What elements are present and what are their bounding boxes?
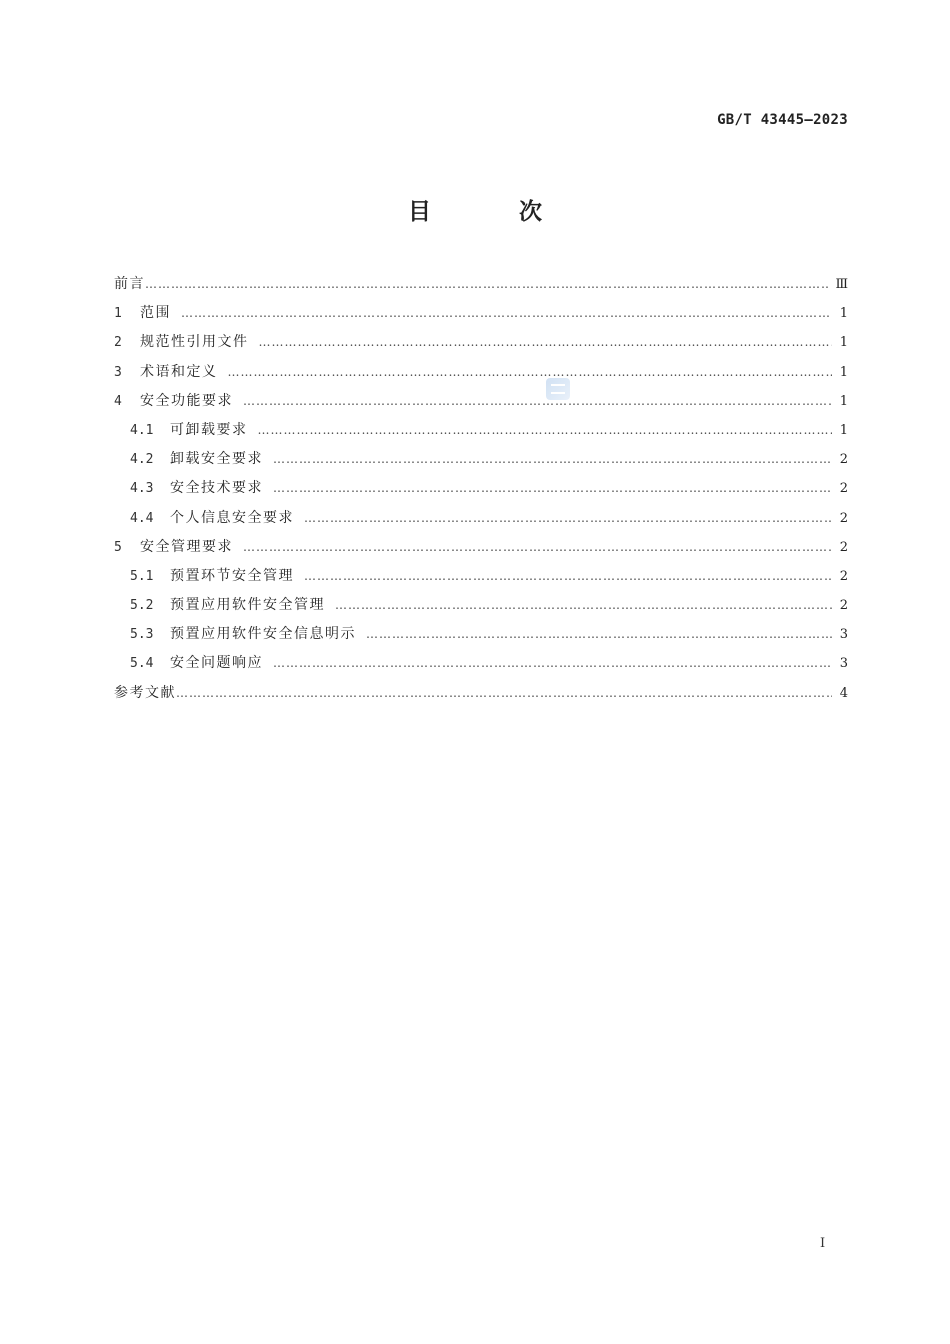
toc-entry-label: 参考文献 <box>114 684 176 701</box>
toc-entry-4-3[interactable] <box>114 474 848 503</box>
toc-entry-page: 2 <box>839 510 848 526</box>
toc-leader-dots <box>259 328 833 357</box>
toc-leader-dots <box>228 358 833 387</box>
toc-entry-page: 3 <box>839 627 848 643</box>
table-of-contents <box>114 270 848 708</box>
toc-leader-dots <box>273 445 832 474</box>
toc-entry-page: 2 <box>839 568 848 584</box>
toc-leader-dots <box>176 679 832 708</box>
toc-entry-number: 5.2 <box>130 598 154 614</box>
toc-entry-page: 2 <box>839 539 848 555</box>
standard-number: GB/T 43445—2023 <box>717 112 848 128</box>
toc-leader-dots <box>145 270 829 299</box>
toc-leader-dots <box>258 416 833 445</box>
toc-entry-page: 2 <box>839 452 848 468</box>
toc-entry-label: 安全功能要求 <box>140 392 233 409</box>
toc-entry-number: 4.4 <box>130 510 154 526</box>
toc-entry-page: 3 <box>839 656 848 672</box>
toc-entry-page: 1 <box>839 306 848 322</box>
toc-entry-number: 5.3 <box>130 627 154 643</box>
toc-leader-dots <box>273 474 832 503</box>
toc-leader-dots <box>273 649 832 678</box>
toc-entry-page: 2 <box>839 481 848 497</box>
toc-entry-label: 术语和定义 <box>140 363 218 380</box>
toc-entry-number: 4.3 <box>130 481 154 497</box>
toc-entry-number: 4.2 <box>130 452 154 468</box>
toc-entry-page: 1 <box>839 335 848 351</box>
toc-entry-page: 2 <box>839 598 848 614</box>
toc-entry-page: 1 <box>839 364 848 380</box>
toc-entry-5-3[interactable] <box>114 620 848 649</box>
toc-leader-dots <box>335 591 832 620</box>
toc-entry-page: 1 <box>839 422 848 438</box>
toc-leader-dots <box>181 299 832 328</box>
toc-entry-number: 5 <box>114 539 122 555</box>
toc-title: 目 次 <box>407 199 582 225</box>
toc-entry-label: 可卸载要求 <box>170 421 248 438</box>
toc-entry-number: 4.1 <box>130 422 154 438</box>
toc-leader-dots <box>243 533 832 562</box>
toc-entry-page: 4 <box>839 685 848 701</box>
toc-entry-3[interactable] <box>114 358 848 387</box>
toc-entry-5-1[interactable] <box>114 562 848 591</box>
toc-entry-number: 5.4 <box>130 656 154 672</box>
toc-entry-5-2[interactable] <box>114 591 848 620</box>
toc-entry-foreword[interactable] <box>114 270 848 299</box>
toc-entry-label: 个人信息安全要求 <box>170 509 294 526</box>
toc-entry-label: 安全技术要求 <box>170 480 263 497</box>
toc-entry-number: 1 <box>114 306 122 322</box>
toc-entry-label: 前言 <box>114 276 145 292</box>
toc-entry-label: 范围 <box>140 305 171 322</box>
toc-entry-label: 安全问题响应 <box>170 655 263 672</box>
toc-leader-dots <box>304 562 832 591</box>
toc-entry-label: 预置环节安全管理 <box>170 567 294 584</box>
page-number: I <box>820 1236 826 1251</box>
toc-entry-label: 预置应用软件安全信息明示 <box>170 626 356 643</box>
toc-entry-label: 预置应用软件安全管理 <box>170 597 325 614</box>
toc-entry-bibliography[interactable] <box>114 679 848 708</box>
toc-entry-1[interactable] <box>114 299 848 328</box>
toc-entry-label: 卸载安全要求 <box>170 451 263 468</box>
toc-leader-dots <box>243 387 832 416</box>
toc-entry-number: 2 <box>114 335 122 351</box>
toc-entry-4-1[interactable] <box>114 416 848 445</box>
toc-entry-page: Ⅲ <box>835 277 848 292</box>
toc-entry-number: 5.1 <box>130 568 154 584</box>
toc-entry-2[interactable] <box>114 328 848 357</box>
toc-entry-5-4[interactable] <box>114 649 848 678</box>
toc-entry-4-4[interactable] <box>114 504 848 533</box>
toc-entry-number: 3 <box>114 364 122 380</box>
toc-entry-page: 1 <box>839 393 848 409</box>
toc-entry-5[interactable] <box>114 533 848 562</box>
toc-entry-label: 安全管理要求 <box>140 538 233 555</box>
toc-entry-label: 规范性引用文件 <box>140 334 249 351</box>
toc-leader-dots <box>366 620 832 649</box>
toc-leader-dots <box>304 504 832 533</box>
toc-entry-4-2[interactable] <box>114 445 848 474</box>
toc-entry-4[interactable] <box>114 387 848 416</box>
toc-entry-number: 4 <box>114 393 122 409</box>
